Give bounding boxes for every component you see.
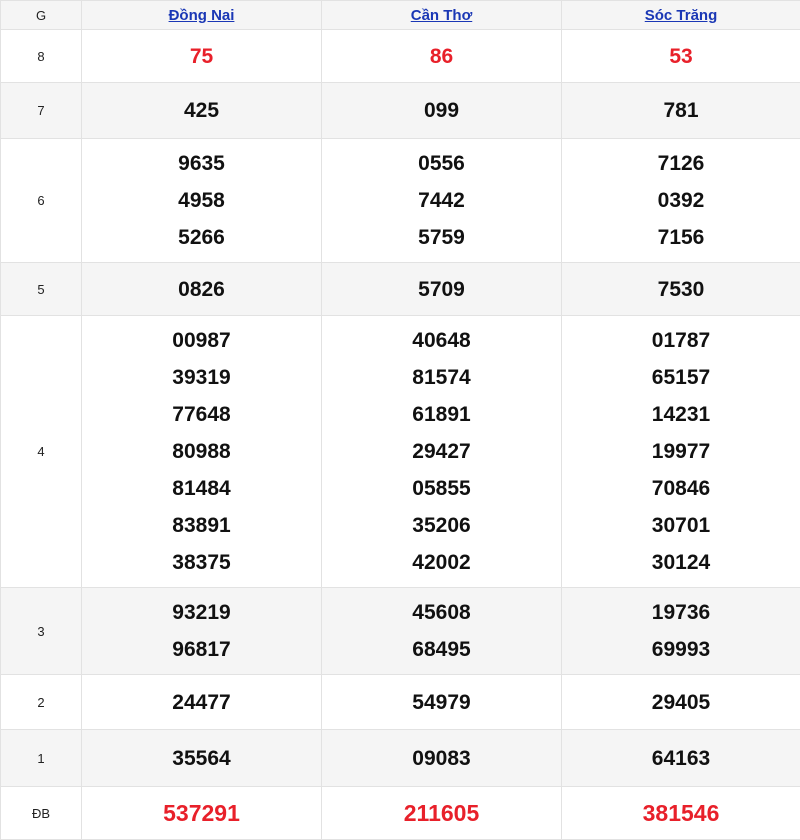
result-number: 42002: [322, 544, 561, 581]
prize-label: 6: [1, 139, 82, 263]
prize-label: 3: [1, 588, 82, 675]
result-number: 5709: [322, 271, 561, 308]
result-cell: [82, 787, 322, 840]
prize-label: 2: [1, 675, 82, 730]
province-link-can-tho[interactable]: Cần Thơ: [411, 7, 473, 24]
result-number: 35206: [322, 507, 561, 544]
result-cell: [82, 139, 322, 263]
result-number: 77648: [82, 396, 321, 433]
result-cell: [562, 675, 800, 730]
result-number: 4958: [82, 182, 321, 219]
result-number: 09083: [322, 740, 561, 777]
result-cell: [322, 83, 562, 139]
result-cell: [82, 263, 322, 316]
result-number: 7126: [562, 145, 800, 182]
result-cell: [562, 730, 800, 787]
result-cell: [82, 30, 322, 83]
result-number: 35564: [82, 740, 321, 777]
result-cell: [322, 316, 562, 588]
result-number: 211605: [322, 795, 561, 832]
result-cell: [82, 316, 322, 588]
result-number: 14231: [562, 396, 800, 433]
prize-row-3: [1, 588, 800, 675]
prize-row-1: [1, 730, 800, 787]
result-number: 7442: [322, 182, 561, 219]
result-cell: [562, 787, 800, 840]
result-number: 68495: [322, 631, 561, 668]
result-number: 54979: [322, 684, 561, 721]
result-cell: [322, 139, 562, 263]
result-number: 86: [322, 38, 561, 75]
result-cell: [82, 83, 322, 139]
result-number: 781: [562, 92, 800, 129]
province-header-dong-nai: [82, 1, 322, 30]
result-number: 38375: [82, 544, 321, 581]
result-cell: [322, 30, 562, 83]
result-cell: [82, 730, 322, 787]
result-number: 5266: [82, 219, 321, 256]
result-cell: [322, 730, 562, 787]
prize-row-4: [1, 316, 800, 588]
prize-row-2: [1, 675, 800, 730]
result-number: 30701: [562, 507, 800, 544]
result-number: 24477: [82, 684, 321, 721]
result-cell: [562, 316, 800, 588]
result-number: 0826: [82, 271, 321, 308]
result-cell: [322, 787, 562, 840]
result-number: 81484: [82, 470, 321, 507]
result-number: 00987: [82, 322, 321, 359]
province-link-dong-nai[interactable]: Đồng Nai: [169, 7, 235, 24]
prize-label: 4: [1, 316, 82, 588]
result-number: 40648: [322, 322, 561, 359]
result-cell: [322, 588, 562, 675]
result-number: 537291: [82, 795, 321, 832]
result-number: 69993: [562, 631, 800, 668]
result-cell: [562, 83, 800, 139]
prize-row-special: [1, 787, 800, 840]
result-cell: [322, 675, 562, 730]
result-number: 70846: [562, 470, 800, 507]
province-link-soc-trang[interactable]: Sóc Trăng: [645, 7, 718, 24]
prize-row-8: [1, 30, 800, 83]
prize-row-7: [1, 83, 800, 139]
result-number: 53: [562, 38, 800, 75]
result-number: 01787: [562, 322, 800, 359]
prize-column-header: G: [1, 1, 82, 30]
result-number: 29427: [322, 433, 561, 470]
result-number: 425: [82, 92, 321, 129]
result-number: 099: [322, 92, 561, 129]
result-number: 64163: [562, 740, 800, 777]
result-number: 96817: [82, 631, 321, 668]
result-number: 30124: [562, 544, 800, 581]
result-number: 83891: [82, 507, 321, 544]
result-number: 19977: [562, 433, 800, 470]
header-row: [1, 1, 800, 30]
prize-label: 7: [1, 83, 82, 139]
province-header-can-tho: [322, 1, 562, 30]
result-number: 29405: [562, 684, 800, 721]
result-number: 5759: [322, 219, 561, 256]
result-cell: [322, 263, 562, 316]
result-number: 65157: [562, 359, 800, 396]
prize-label: 8: [1, 30, 82, 83]
result-number: 9635: [82, 145, 321, 182]
result-number: 0392: [562, 182, 800, 219]
result-number: 0556: [322, 145, 561, 182]
result-cell: [562, 263, 800, 316]
prize-label: 5: [1, 263, 82, 316]
result-cell: [82, 675, 322, 730]
result-number: 75: [82, 38, 321, 75]
result-number: 7156: [562, 219, 800, 256]
result-number: 80988: [82, 433, 321, 470]
prize-label: ĐB: [1, 787, 82, 840]
result-cell: [562, 588, 800, 675]
province-header-soc-trang: [562, 1, 800, 30]
result-number: 381546: [562, 795, 800, 832]
result-number: 7530: [562, 271, 800, 308]
prize-row-6: [1, 139, 800, 263]
result-number: 81574: [322, 359, 561, 396]
result-number: 45608: [322, 594, 561, 631]
prize-row-5: [1, 263, 800, 316]
result-number: 19736: [562, 594, 800, 631]
result-number: 93219: [82, 594, 321, 631]
result-cell: [562, 30, 800, 83]
result-number: 61891: [322, 396, 561, 433]
result-number: 39319: [82, 359, 321, 396]
result-number: 05855: [322, 470, 561, 507]
result-cell: [562, 139, 800, 263]
result-cell: [82, 588, 322, 675]
prize-label: 1: [1, 730, 82, 787]
